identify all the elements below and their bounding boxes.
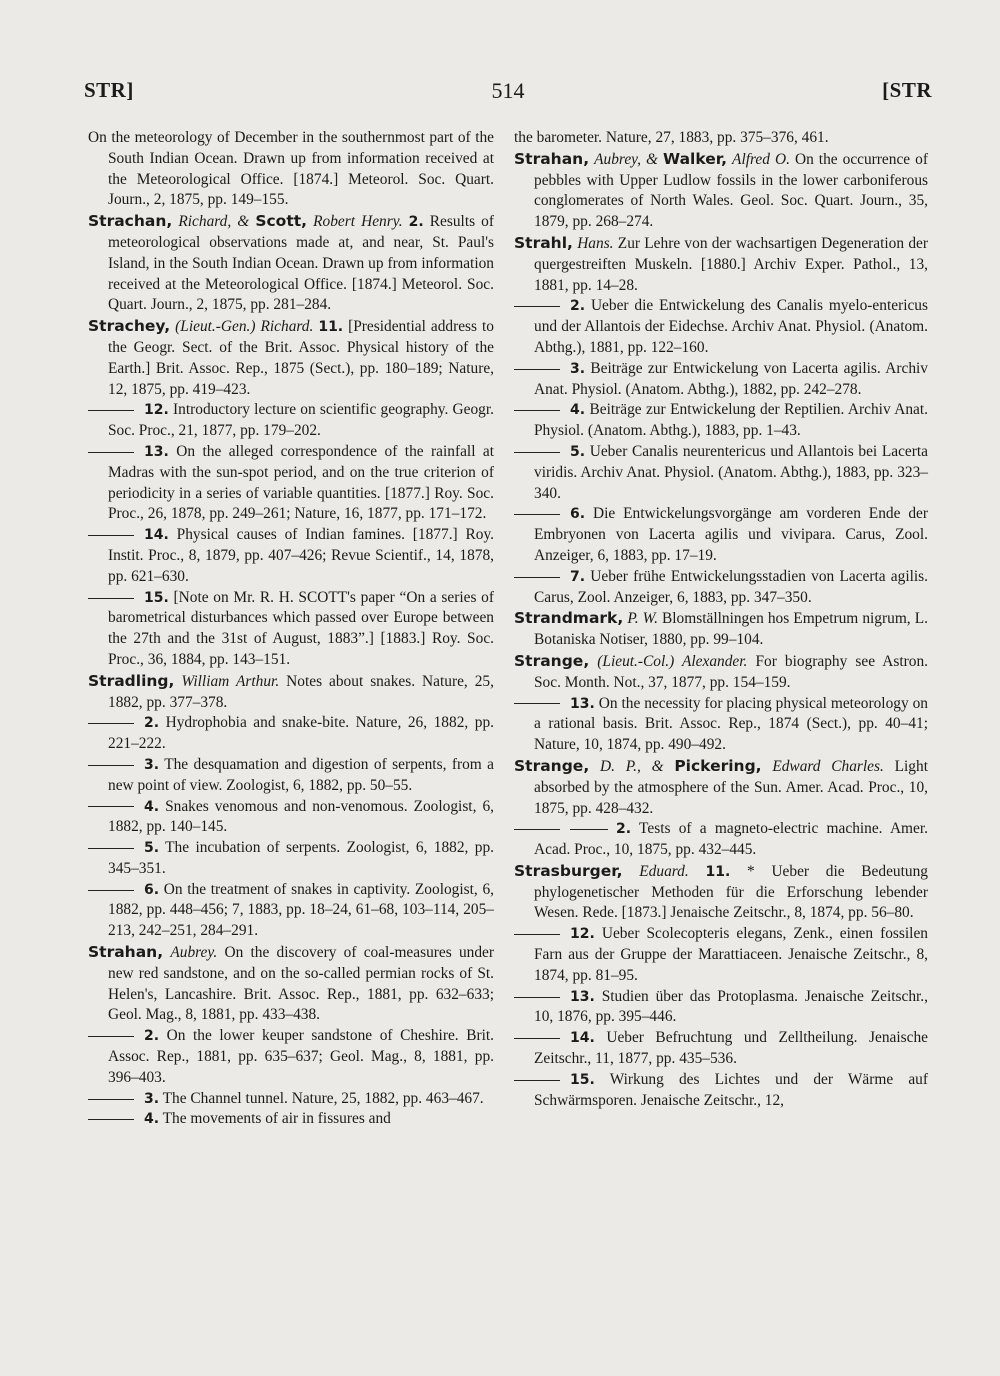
entry-text: Light absorbed by the atmosphere of the Sun. Amer. Acad. Proc., 10, 1875, pp. 428–432. bbox=[534, 757, 928, 817]
author-surname: Stradling, bbox=[88, 671, 175, 690]
bibliography-entry bbox=[88, 128, 494, 211]
ditto-dash bbox=[514, 306, 560, 307]
ditto-dash bbox=[88, 890, 134, 891]
ditto-dash bbox=[88, 723, 134, 724]
entry-number: 12. bbox=[570, 926, 595, 943]
bibliography-entry bbox=[88, 838, 494, 880]
ditto-dash bbox=[88, 1099, 134, 1100]
bibliography-entry bbox=[514, 694, 928, 756]
author-surname: Strahl, bbox=[514, 233, 573, 252]
ditto-dash bbox=[514, 1038, 560, 1039]
author-surname: Pickering, bbox=[674, 756, 762, 775]
ditto-dash bbox=[88, 1036, 134, 1037]
bibliography-entry bbox=[88, 211, 494, 316]
bibliography-entry bbox=[514, 149, 928, 233]
header-left: STR] bbox=[84, 78, 134, 102]
ditto-dash bbox=[514, 703, 560, 704]
bibliography-entry bbox=[514, 987, 928, 1029]
entry-text: Results of meteorological observations made at, and near, St. Paul's Island, in the South Indian Ocean. Drawn up from information received at the Meteorological Office. [1874.] Meteorol. Soc. Quart. Journ., 2, 1875, pp. 281–284. bbox=[108, 213, 494, 314]
entry-text: Studien über das Protoplasma. Jenaische Zeitschr., 10, 1876, pp. 395–446. bbox=[534, 987, 928, 1026]
entry-text: Physical causes of Indian famines. [1877.] Roy. Instit. Proc., 8, 1879, pp. 407–426; Revue Scientif., 14, 1878, pp. 621–630. bbox=[108, 526, 494, 585]
ditto-dash bbox=[88, 1119, 134, 1120]
bibliography-entry bbox=[88, 1089, 494, 1110]
ditto-dash bbox=[88, 848, 134, 849]
entry-number: 6. bbox=[570, 506, 586, 523]
bibliography-entry bbox=[514, 819, 928, 861]
entry-text: Ueber Befruchtung und Zelltheilung. Jenaische Zeitschr., 11, 1877, pp. 435–536. bbox=[534, 1029, 928, 1068]
author-surname: Strange, bbox=[514, 651, 590, 670]
entry-text: Ueber frühe Entwickelungsstadien von Lacerta agilis. Carus, Zool. Anzeiger, 6, 1883, pp. 347–350. bbox=[534, 567, 928, 606]
entry-text: the barometer. Nature, 27, 1883, pp. 375–376, 461. bbox=[514, 129, 829, 146]
running-header bbox=[84, 78, 932, 114]
entry-text: On the discovery of coal-measures under new red sandstone, and on the so-called permian rocks of St. Helen's, Lancashire. Brit. Assoc. Rep., 1881, pp. 632–633; Geol. Mag., 8, 1881, pp. 433–438. bbox=[108, 944, 494, 1024]
author-given-name: D. P., & bbox=[599, 757, 675, 775]
ditto-dash bbox=[88, 806, 134, 807]
entry-text: The desquamation and digestion of serpents, from a new point of view. Zoologist, 6, 1882, pp. 50–55. bbox=[108, 755, 494, 794]
bibliography-entry bbox=[514, 296, 928, 358]
author-given-name: Edward Charles. bbox=[772, 757, 884, 775]
entry-number: 2. bbox=[144, 715, 160, 732]
entry-text: Ueber Canalis neurentericus und Allantois bei Lacerta viridis. Archiv Anat. Physiol. (Anatom. Abthg.), 1883, pp. 323–340. bbox=[534, 442, 928, 502]
entry-number: 11. bbox=[705, 863, 731, 880]
author-given-name: P. W. bbox=[627, 610, 658, 628]
entry-text: Hydrophobia and snake-bite. Nature, 26, 1882, pp. 221–222. bbox=[108, 714, 494, 753]
ditto-dash bbox=[88, 452, 134, 453]
entry-text: Tests of a magneto-electric machine. Amer. Acad. Proc., 10, 1875, pp. 432–445. bbox=[534, 820, 928, 859]
author-surname: Strahan, bbox=[88, 943, 164, 962]
author-given-name: Hans. bbox=[577, 234, 614, 252]
right-column bbox=[514, 128, 928, 1111]
author-surname: Strange, bbox=[514, 756, 590, 775]
author-surname: Strandmark, bbox=[514, 609, 624, 628]
author-given-name: Alfred O. bbox=[732, 150, 790, 168]
entry-text: Notes about snakes. Nature, 25, 1882, pp. 377–378. bbox=[108, 672, 494, 711]
entry-text: On the lower keuper sandstone of Cheshire. Brit. Assoc. Rep., 1881, pp. 635–637; Geol. Mag., 8, 1881, pp. 396–403. bbox=[108, 1027, 494, 1086]
entry-number: 3. bbox=[144, 756, 160, 773]
entry-number: 13. bbox=[144, 443, 169, 460]
author-given-name: William Arthur. bbox=[181, 672, 280, 690]
author-given-name: Robert Henry. bbox=[313, 213, 403, 231]
bibliography-entry bbox=[88, 525, 494, 587]
entry-number: 3. bbox=[570, 360, 586, 377]
bibliography-entry bbox=[514, 608, 928, 651]
bibliography-entry bbox=[514, 861, 928, 924]
ditto-dash bbox=[514, 410, 560, 411]
entry-text: The Channel tunnel. Nature, 25, 1882, pp. 463–467. bbox=[162, 1089, 484, 1107]
bibliography-entry bbox=[88, 400, 494, 442]
entry-text: * Ueber die Bedeutung phylogenetischer Methoden für die Erforschung lebender Wesen. Rede. [1873.] Jenaische Zeitschr., 8, 1874, pp. 56–80. bbox=[534, 862, 928, 922]
bibliography-entry bbox=[514, 567, 928, 609]
author-surname: Strachey, bbox=[88, 317, 171, 336]
author-surname: Walker, bbox=[663, 149, 728, 168]
entry-text: Snakes venomous and non-venomous. Zoologist, 6, 1882, pp. 140–145. bbox=[108, 797, 494, 836]
entry-number: 2. bbox=[144, 1028, 160, 1045]
author-given-name: Richard, & bbox=[178, 213, 256, 231]
entry-text: On the alleged correspondence of the rainfall at Madras with the sun-spot period, and on the true criterion of periodicity in a series of variable quantities. [1877.] Roy. Soc. Proc., 26, 1878, pp. 249–261; Nature, 16, 1877, pp. 171–172. bbox=[108, 442, 494, 523]
entry-text: [Presidential address to the Geogr. Sect. of the Brit. Assoc. Physical history of the Earth.] Brit. Assoc. Rep., 1875 (Sect.), pp. 180–189; Nature, 12, 1875, pp. 419–423. bbox=[108, 318, 494, 398]
entry-number: 11. bbox=[318, 319, 344, 336]
entry-text: Blomställningen hos Empetrum nigrum, L. Botaniska Notiser, 1880, pp. 99–104. bbox=[534, 610, 928, 649]
entry-number: 15. bbox=[570, 1071, 595, 1088]
bibliography-entry bbox=[514, 756, 928, 819]
ditto-dash bbox=[514, 934, 560, 935]
entry-text: On the occurrence of pebbles with Upper Ludlow fossils in the lower carboniferous conglomerates of North Wales. Geol. Soc. Quart. Journ., 35, 1879, pp. 268–274. bbox=[534, 150, 928, 231]
entry-number: 2. bbox=[408, 214, 424, 231]
entry-text: On the necessity for placing physical meteorology on a rational basis. Brit. Assoc. Rep., 1874 (Sect.), pp. 40–41; Nature, 10, 1874, pp. 490–492. bbox=[534, 694, 928, 754]
entry-text: The incubation of serpents. Zoologist, 6, 1882, pp. 345–351. bbox=[108, 839, 494, 877]
entry-number: 14. bbox=[570, 1030, 595, 1047]
entry-number: 4. bbox=[144, 798, 160, 815]
bibliography-entry bbox=[88, 442, 494, 525]
bibliography-entry bbox=[514, 924, 928, 986]
entry-number: 6. bbox=[144, 881, 160, 898]
author-surname: Strahan, bbox=[514, 149, 590, 168]
bibliography-entry bbox=[88, 797, 494, 839]
bibliography-entry bbox=[88, 316, 494, 400]
entry-text: Beiträge zur Entwickelung von Lacerta agilis. Archiv Anat. Physiol. (Anatom. Abthg.), 1882, pp. 242–278. bbox=[534, 359, 928, 398]
entry-number: 15. bbox=[144, 589, 169, 606]
author-surname: Strachan, bbox=[88, 212, 173, 231]
entry-number: 4. bbox=[570, 402, 586, 419]
entry-number: 2. bbox=[570, 298, 586, 315]
ditto-dash bbox=[514, 369, 560, 370]
bibliography-entry bbox=[514, 1028, 928, 1070]
bibliography-entry bbox=[514, 504, 928, 566]
ditto-dash bbox=[514, 452, 560, 453]
entry-number: 2. bbox=[616, 821, 632, 838]
bibliography-entry bbox=[88, 1109, 494, 1130]
ditto-dash bbox=[514, 514, 560, 515]
author-given-name: Aubrey, & bbox=[594, 150, 664, 168]
bibliography-entry bbox=[88, 713, 494, 755]
entry-number: 13. bbox=[570, 988, 595, 1005]
author-surname: Scott, bbox=[255, 212, 308, 231]
entry-text: Ueber die Entwickelung des Canalis myelo-entericus und der Allantois der Eidechse. Archiv Anat. Physiol. (Anatom. Abthg.), 1881, pp. 122–160. bbox=[534, 297, 928, 356]
author-given-name: Eduard. bbox=[639, 862, 689, 880]
bibliography-entry bbox=[88, 755, 494, 797]
entry-text: On the meteorology of December in the southernmost part of the South Indian Ocean. Drawn up from information received at the Meteorological Office. [1874.] Meteorol. Soc. Quart. Journ., 2, 1875, pp. 149–155. bbox=[88, 129, 494, 209]
entry-text: Ueber Scolecopteris elegans, Zenk., einen fossilen Farn aus der Gruppe der Marattiaceen. Jenaische Zeitschr., 8, 1874, pp. 81–95. bbox=[534, 925, 928, 984]
entry-number: 12. bbox=[144, 402, 169, 419]
entry-text: Die Entwickelungsvorgänge am vorderen Ende der Embryonen von Lacerta agilis und vivipara. Carus, Zool. Anzeiger, 6, 1883, pp. 17–19. bbox=[534, 505, 928, 564]
left-column bbox=[88, 128, 494, 1130]
entry-text: The movements of air in fissures and bbox=[162, 1110, 391, 1128]
entry-text: Wirkung des Lichtes und der Wärme auf Schwärmsporen. Jenaische Zeitschr., 12, bbox=[534, 1070, 928, 1109]
entry-number: 13. bbox=[570, 695, 595, 712]
author-given-name: (Lieut.-Col.) Alexander. bbox=[597, 652, 748, 670]
header-right: [STR bbox=[882, 78, 932, 102]
bibliography-entry bbox=[88, 880, 494, 942]
entry-text: Introductory lecture on scientific geography. Geogr. Soc. Proc., 21, 1877, pp. 179–202. bbox=[108, 401, 494, 440]
entry-text: Beiträge zur Entwickelung der Reptilien. Archiv Anat. Physiol. (Anatom. Abthg.), 1883, pp. 1–43. bbox=[534, 401, 928, 440]
bibliography-entry bbox=[514, 128, 928, 149]
ditto-dash bbox=[514, 997, 560, 998]
ditto-dash bbox=[88, 410, 134, 411]
bibliography-entry bbox=[88, 942, 494, 1026]
entry-number: 14. bbox=[144, 527, 169, 544]
entry-text: Zur Lehre von der wachsartigen Degeneration der quergestreiften Muskeln. [1880.] Archiv Exper. Pathol., 13, 1881, pp. 14–28. bbox=[534, 234, 928, 294]
ditto-dash bbox=[514, 1080, 560, 1081]
bibliography-entry bbox=[514, 1070, 928, 1112]
bibliography-entry bbox=[88, 588, 494, 671]
ditto-dash bbox=[88, 765, 134, 766]
bibliography-entry bbox=[514, 359, 928, 401]
entry-number: 5. bbox=[570, 443, 586, 460]
entry-number: 7. bbox=[570, 568, 586, 585]
entry-text: For biography see Astron. Soc. Month. Not., 37, 1877, pp. 154–159. bbox=[534, 652, 928, 691]
entry-number: 5. bbox=[144, 840, 160, 857]
ditto-dash bbox=[514, 829, 560, 830]
ditto-dash bbox=[570, 829, 608, 830]
entry-text: On the treatment of snakes in captivity. Zoologist, 6, 1882, pp. 448–456; 7, 1883, pp. 18–24, 61–68, 103–114, 205–213, 242–251, 284–291. bbox=[108, 880, 494, 940]
bibliography-entry bbox=[514, 651, 928, 694]
page-number: 514 bbox=[491, 78, 525, 103]
entry-number: 3. bbox=[144, 1090, 160, 1107]
bibliography-entry bbox=[514, 233, 928, 296]
bibliography-entry bbox=[514, 400, 928, 442]
author-given-name: (Lieut.-Gen.) Richard. bbox=[175, 318, 314, 336]
ditto-dash bbox=[514, 577, 560, 578]
entry-text: [Note on Mr. R. H. SCOTT's paper “On a series of barometrical disturbances which passed over Europe between the 27th and the 31st of August, 1883”.] [1883.] Roy. Soc. Proc., 36, 1884, pp. 143–151. bbox=[108, 588, 494, 668]
bibliography-entry bbox=[88, 1026, 494, 1088]
bibliography-entry bbox=[88, 671, 494, 714]
author-given-name: Aubrey. bbox=[170, 944, 218, 962]
entry-number: 4. bbox=[144, 1111, 160, 1128]
bibliography-entry bbox=[514, 442, 928, 504]
author-surname: Strasburger, bbox=[514, 861, 623, 880]
ditto-dash bbox=[88, 598, 134, 599]
ditto-dash bbox=[88, 535, 134, 536]
